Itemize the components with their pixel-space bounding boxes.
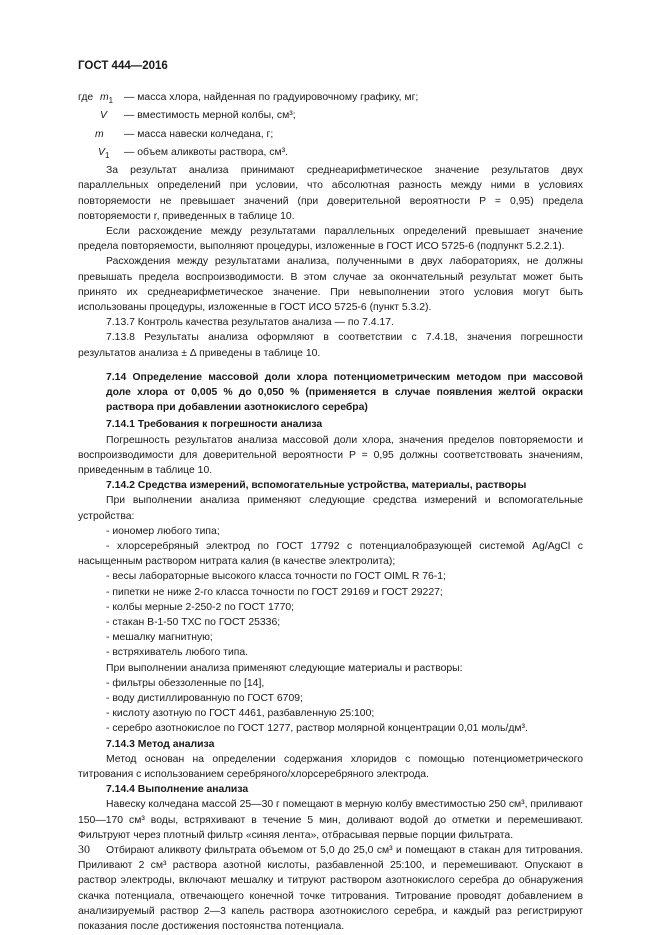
formula-definitions [78,90,583,163]
definition-symbol: $m_1$ [100,92,114,106]
definition-symbol: $V_1$ [98,146,110,160]
paragraph: Если расхождение между результатами параллельных определений превышает значение предела повторяемости, выполняют процедуры, изложенные в ГОСТ ИСО 5725-6 (подпункт 5.2.2.1). [78,225,583,253]
list-item: - пипетки не ниже 2-го класса точности по ГОСТ 29169 и ГОСТ 29227; [106,586,443,598]
subsection-heading: 7.14.1 Требования к погрешности анализа [106,419,323,431]
definition-symbol: V [100,110,107,122]
document-body [78,90,583,934]
paragraph: При выполнении анализа применяют следующие средства измерений и вспомогательные устройства: [78,495,583,522]
list-item: - мешалку магнитную; [106,632,213,644]
paragraph: За результат анализа принимают среднеарифметическое значение результатов двух параллельных определений при условии, что абсолютная разность между ними в условиях повторяемости не превышает значений (при доверительной вероятности P = 0,95) предела повторяемости r, приведенных в таблице 10. [78,165,583,222]
page-number: 30 [78,842,90,856]
definition-text: — вместимость мерной колбы, см³; [124,110,296,122]
list-item: - фильтры обеззоленные по [14], [106,677,265,689]
definition-row [78,108,583,126]
definition-symbol: m [95,128,104,140]
definition-text: — масса навески колчедана, г; [124,128,274,140]
document-header: ГОСТ 444—2016 [78,60,168,72]
subsection-heading: 7.14.2 Средства измерений, вспомогательные устройства, материалы, растворы [106,480,527,492]
list-item: - встряхиватель любого типа. [106,647,249,659]
list-item: - колбы мерные 2-250-2 по ГОСТ 1770; [106,601,295,613]
paragraph: При выполнении анализа применяют следующие материалы и растворы: [106,662,463,674]
list-item: - кислоту азотную по ГОСТ 4461, разбавленную 25:100; [106,708,375,720]
list-item: - воду дистиллированную по ГОСТ 6709; [106,693,303,705]
section-heading-7-14: 7.14 Определение массовой доли хлора потенциометрическим методом при массовой доле хлора от 0,005 % до 0,050 % (применяется в случае появления желтой окраски раствора при добавлении азотнокислого серебра) [106,371,583,414]
definition-row [78,127,583,145]
definition-intro: где [78,92,94,103]
list-item: - весы лабораторные высокого класса точности по ГОСТ OIML R 76-1; [106,571,446,583]
paragraph: Навеску колчедана массой 25—30 г помещают в мерную колбу вместимостью 250 см³, приливают 150—170 см³ воды, встряхивают в течение 5 мин, доливают водой до отметки и перемешивают. Фильтруют через плотный фильтр «синяя лента», отбрасывая первые порции фильтрата. [78,799,583,841]
paragraph: Отбирают аликвоту фильтрата объемом от 5,0 до 25,0 см³ и помещают в стакан для титрования. Приливают 2 см³ раствора азотной кислоты, разбавленной 25:100, и перемешивают. Опускают в раствор электроды, включают мешалку и титруют раствором азотнокислого серебра до обнаружения скачка потенциала, отвечающего конечной точке титрования. Титрование проводят добавлением в анализируемый раствор 2—3 капель раствора азотнокислого серебра, и каждый раз регистрируют показания после достижения постоянства потенциала. [78,845,583,933]
definition-text: — объем аликвоты раствора, см³. [124,146,288,158]
paragraph: 7.13.8 Результаты анализа оформляют в соответствии с 7.4.18, значения погрешности результатов анализа ± Δ приведены в таблице 10. [78,332,583,359]
paragraph: Расхождения между результатами анализа, полученными в двух лабораториях, не должны превышать предела воспроизводимости. В этом случае за окончательный результат может быть принято их среднеарифметическое значение. При невыполнении этого условия могут быть использованы процедуры, изложенные в ГОСТ ИСО 5725-6 (пункт 5.3.2). [78,256,583,313]
definition-text: — масса хлора, найденная по градуировочному графику, мг; [124,92,419,103]
list-item: - стакан В-1-50 ТХС по ГОСТ 25336; [106,617,281,629]
paragraph: 7.13.7 Контроль качества результатов анализа — по 7.4.17. [106,317,394,329]
paragraph: Метод основан на определении содержания хлоридов с помощью потенциометрического титрования с использованием серебряного/хлорсеребряного электрода. [78,753,583,781]
list-item: - иономер любого типа; [106,525,220,537]
definition-row [78,145,583,163]
list-item: - хлорсеребряный электрод по ГОСТ 17792 с потенциалобразующей системой Ag/AgCl с насыщенным раствором нитрата калия (в качестве электролита); [78,541,583,568]
subsection-heading: 7.14.3 Метод анализа [106,738,215,750]
paragraph: Погрешность результатов анализа массовой доли хлора, значения пределов повторяемости и воспроизводимости для доверительной вероятности P = 0,95 должны соответствовать значениям, приведенным в таблице 10. [78,434,583,476]
definition-row [78,90,583,108]
subsection-heading: 7.14.4 Выполнение анализа [106,784,249,796]
list-item: - серебро азотнокислое по ГОСТ 1277, раствор молярной концентрации 0,01 моль/дм³. [106,723,528,735]
